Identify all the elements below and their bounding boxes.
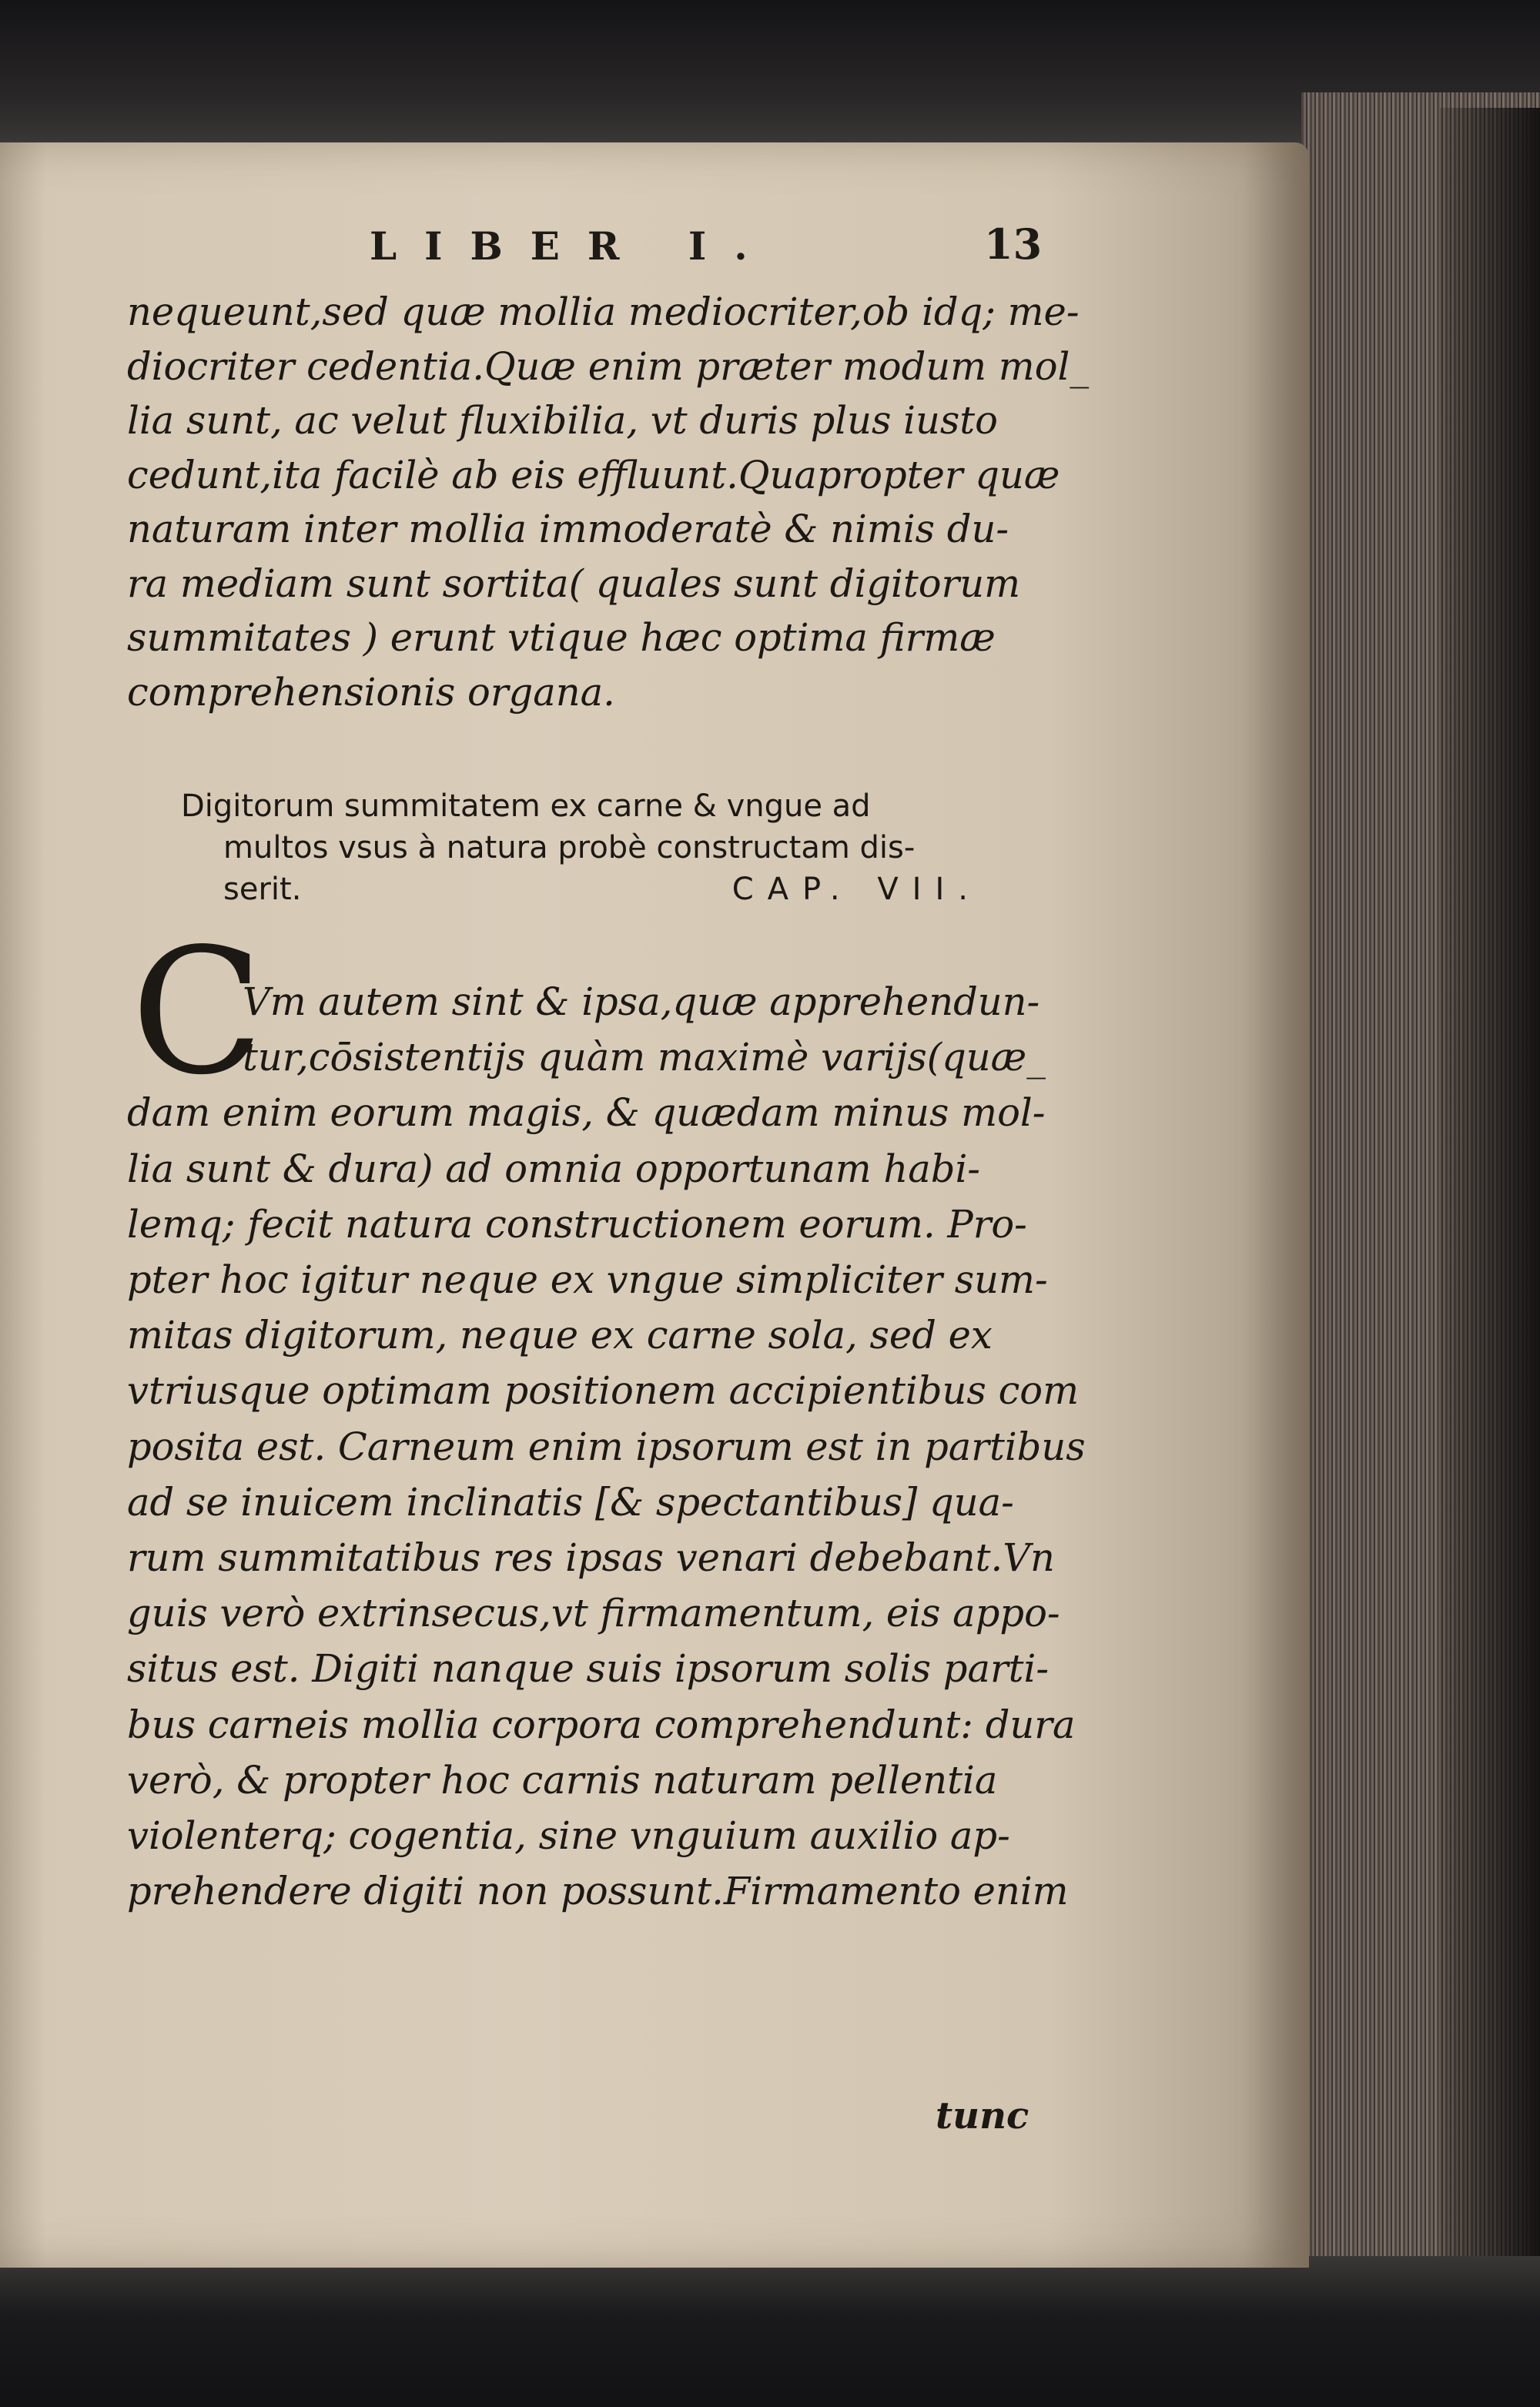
text-line: comprehensionis organa.: [127, 669, 615, 715]
text-line: naturam inter mollia immoderatè & nimis du-: [127, 507, 1009, 551]
text-line: vtriusque optimam positionem accipientibus com: [127, 1368, 1080, 1414]
text-line: rum summitatibus res ipsas venari debebant.Vn: [127, 1535, 1055, 1581]
drop-capital: C: [131, 912, 264, 1113]
book-cover-bottom: [0, 2256, 1540, 2407]
catchword: tunc: [936, 2094, 1029, 2138]
chapter-heading: [181, 785, 1013, 910]
chapter-number: CAP. VII.: [732, 872, 982, 907]
paragraph-1: [127, 285, 1090, 719]
text-line: violenterq; cogentia, sine vnguium auxilio ap-: [127, 1813, 1010, 1859]
book-page: [0, 142, 1309, 2268]
heading-line: multos vsus à natura probè constructam dis-: [223, 830, 916, 865]
text-line: guis verò extrinsecus,vt firmamentum, eis appo-: [127, 1591, 1060, 1636]
text-line: lia sunt & dura) ad omnia opportunam habi-: [127, 1146, 981, 1191]
page-number: 13: [984, 219, 1043, 269]
text-line: lia sunt, ac velut fluxibilia, vt duris plus iusto: [127, 398, 998, 443]
heading-line: serit.: [223, 872, 302, 907]
text-line: situs est. Digiti nanque suis ipsorum solis parti-: [127, 1646, 1050, 1692]
text-line: nequeunt,sed quæ mollia mediocriter,ob idq; me-: [127, 290, 1080, 334]
text-line: ad se inuicem inclinatis [& spectantibus] qua-: [127, 1479, 1014, 1525]
text-line: prehendere digiti non possunt.Firmamento enim: [127, 1869, 1069, 1914]
heading-line: Digitorum summitatem ex carne & vngue ad: [181, 788, 871, 824]
text-line: diocriter cedentia.Quæ enim præter modum mol_: [127, 343, 1090, 389]
text-line: lemq; fecit natura constructionem eorum. Pro-: [127, 1201, 1027, 1247]
text-line: tur,cōsistentijs quàm maximè varijs(quæ_: [243, 1035, 1046, 1080]
text-line: posita est. Carneum enim ipsorum est in partibus: [127, 1424, 1086, 1469]
gutter-shade: [0, 142, 46, 2268]
paragraph-2: [127, 974, 1086, 1919]
text-line: summitates ) erunt vtique hæc optima firmæ: [127, 615, 996, 660]
text-line: dam enim eorum magis, & quædam minus mol-: [127, 1090, 1046, 1136]
text-line: ra mediam sunt sortita( quales sunt digitorum: [127, 561, 1021, 606]
text-line: cedunt,ita facilè ab eis effluunt.Quapropter quæ: [127, 452, 1060, 497]
text-line: verò, & propter hoc carnis naturam pellentia: [127, 1757, 998, 1803]
running-head: LIBER I.: [370, 223, 775, 269]
text-line: pter hoc igitur neque ex vngue simpliciter sum-: [127, 1257, 1048, 1303]
text-line: mitas digitorum, neque ex carne sola, sed ex: [127, 1313, 993, 1358]
fore-edge-shadow: [1440, 108, 1540, 2279]
text-line: bus carneis mollia corpora comprehendunt: dura: [127, 1702, 1076, 1747]
text-line: Vm autem sint & ipsa,quæ apprehendun-: [243, 979, 1040, 1024]
